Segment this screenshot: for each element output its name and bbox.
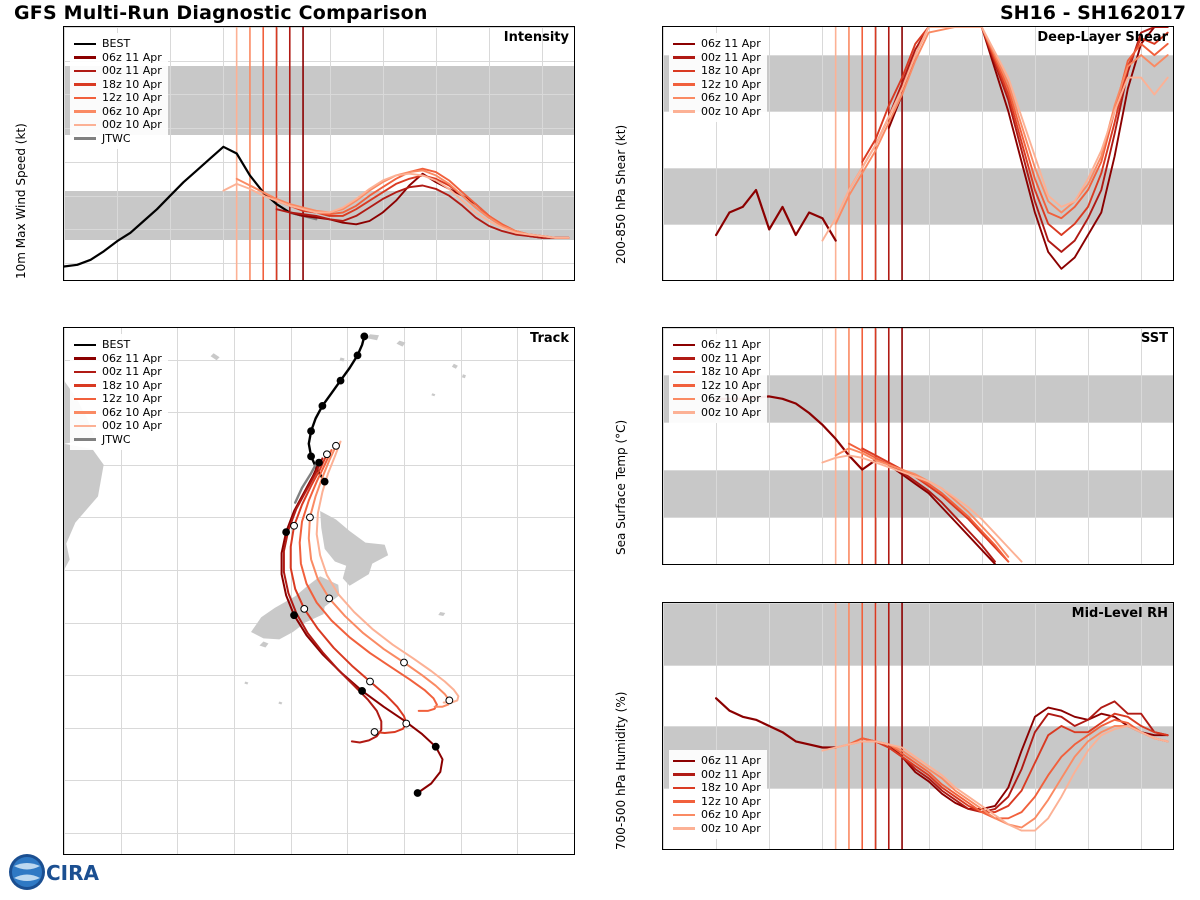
legend-swatch: [74, 56, 96, 59]
x-tickmark: [1088, 564, 1089, 565]
x-tickmark: [982, 849, 983, 850]
storm-id-title: SH16 - SH162017: [999, 2, 1186, 24]
x-tickmark: [1035, 849, 1036, 850]
legend-label: 00z 10 Apr: [701, 104, 761, 118]
legend-swatch: [74, 43, 96, 46]
legend-item: [74, 105, 162, 119]
legend-swatch: [673, 56, 695, 59]
sst-plot-area: [662, 327, 1174, 565]
legend-item: [673, 105, 761, 119]
legend-label: 06z 11 Apr: [701, 754, 761, 767]
x-tickmark: [1035, 280, 1036, 281]
sst-panel-label: SST: [1140, 331, 1168, 346]
y-tickmark: [662, 849, 663, 850]
y-gridline: [663, 564, 1173, 565]
x-tickmark: [1141, 564, 1142, 565]
svg-text:CIRA: CIRA: [46, 861, 99, 885]
map-x-tickmark: [461, 854, 462, 855]
intensity-plot-area: [63, 26, 575, 281]
legend-label: 06z 10 Apr: [701, 91, 761, 104]
legend-item: [673, 352, 761, 366]
x-tickmark: [1088, 280, 1089, 281]
legend-swatch: [673, 83, 695, 86]
x-tickmark: [223, 280, 224, 281]
x-tickmark: [663, 849, 664, 850]
legend-item: [673, 365, 761, 379]
legend-swatch: [673, 827, 695, 830]
legend-label: 00z 11 Apr: [102, 365, 162, 378]
legend-item: [673, 78, 761, 92]
legend-label: 00z 10 Apr: [102, 419, 162, 432]
legend-item: [673, 51, 761, 65]
legend-item: [673, 37, 761, 51]
x-tickmark: [929, 280, 930, 281]
intensity-panel: [0, 24, 595, 324]
y-gridline: [663, 280, 1173, 281]
legend-item: [673, 392, 761, 406]
x-tickmark: [716, 564, 717, 565]
rh-panel-label: Mid-Level RH: [1071, 606, 1168, 621]
legend: [70, 33, 168, 149]
legend-swatch: [74, 124, 96, 127]
legend-swatch: [673, 344, 695, 347]
legend-label: 18z 10 Apr: [701, 781, 761, 794]
x-tickmark: [822, 564, 823, 565]
shear-y-axis-label: 200-850 hPa Shear (kt): [614, 124, 628, 264]
legend-label: 06z 10 Apr: [102, 104, 162, 118]
legend-item: [74, 132, 162, 146]
legend-swatch: [74, 398, 96, 401]
y-gridline: [663, 849, 1173, 850]
x-tickmark: [929, 849, 930, 850]
x-tickmark: [982, 564, 983, 565]
x-tickmark: [716, 849, 717, 850]
legend-item: [673, 795, 761, 809]
y-tickmark: [662, 564, 663, 565]
legend-label: 18z 10 Apr: [102, 77, 162, 91]
x-tickmark: [769, 280, 770, 281]
x-tickmark: [383, 280, 384, 281]
legend-item: [74, 91, 162, 105]
legend-label: 06z 10 Apr: [701, 392, 761, 405]
legend-item: [673, 781, 761, 795]
x-tickmark: [330, 280, 331, 281]
legend-swatch: [673, 800, 695, 803]
legend-label: 06z 10 Apr: [701, 808, 761, 821]
x-tickmark: [542, 280, 543, 281]
legend-label: 00z 11 Apr: [102, 64, 162, 77]
legend-item: [74, 37, 162, 51]
track-legend: [70, 334, 168, 450]
legend-item: [74, 352, 162, 366]
legend-label: 00z 11 Apr: [701, 351, 761, 365]
x-tickmark: [1088, 849, 1089, 850]
legend-swatch: [673, 760, 695, 763]
legend-item: [74, 433, 162, 447]
legend-swatch: [673, 773, 695, 776]
legend-item: [74, 365, 162, 379]
legend-swatch: [74, 344, 96, 347]
legend-swatch: [74, 411, 96, 414]
legend-swatch: [74, 357, 96, 360]
legend-label: 18z 10 Apr: [701, 365, 761, 378]
legend-item: [74, 118, 162, 132]
legend-swatch: [673, 384, 695, 387]
legend-label: JTWC: [102, 432, 131, 446]
intensity-panel-label: Intensity: [503, 30, 569, 45]
legend-swatch: [673, 411, 695, 414]
legend-swatch: [673, 398, 695, 401]
legend-item: [673, 808, 761, 822]
legend-swatch: [74, 137, 96, 140]
legend-label: 00z 10 Apr: [701, 405, 761, 419]
legend-label: 12z 10 Apr: [701, 378, 761, 392]
legend-swatch: [673, 70, 695, 73]
legend-item: [673, 379, 761, 393]
legend-swatch: [673, 97, 695, 100]
x-tickmark: [876, 564, 877, 565]
x-tickmark: [876, 849, 877, 850]
sst-y-axis-label: Sea Surface Temp (°C): [614, 419, 628, 555]
x-tickmark: [929, 564, 930, 565]
legend-item: [673, 64, 761, 78]
x-tickmark: [663, 280, 664, 281]
shear-panel-label: Deep-Layer Shear: [1037, 30, 1168, 45]
map-x-gridline: [574, 328, 575, 854]
legend: [669, 334, 767, 423]
map-x-tickmark: [347, 854, 348, 855]
legend-label: 00z 11 Apr: [701, 767, 761, 781]
legend-label: 18z 10 Apr: [701, 64, 761, 77]
legend-label: 00z 10 Apr: [701, 821, 761, 835]
x-tickmark: [436, 280, 437, 281]
intensity-y-axis-label: 10m Max Wind Speed (kt): [14, 123, 28, 279]
x-tickmark: [822, 280, 823, 281]
legend-label: BEST: [102, 37, 131, 50]
legend-item: [673, 91, 761, 105]
legend-label: 06z 11 Apr: [701, 37, 761, 50]
shear-panel: [600, 24, 1200, 324]
map-x-tickmark: [291, 854, 292, 855]
track-plot-area: [63, 327, 575, 855]
legend-item: [74, 419, 162, 433]
y-tickmark: [662, 280, 663, 281]
track-panel-label: Track: [530, 331, 569, 346]
legend-label: 06z 11 Apr: [102, 351, 162, 365]
legend-item: [74, 379, 162, 393]
legend: [669, 750, 767, 839]
legend-label: BEST: [102, 338, 131, 351]
legend-swatch: [74, 425, 96, 428]
x-tickmark: [277, 280, 278, 281]
page-title: GFS Multi-Run Diagnostic Comparison: [14, 2, 428, 24]
legend-label: 12z 10 Apr: [102, 392, 162, 405]
legend-label: 12z 10 Apr: [102, 91, 162, 104]
cira-logo: [8, 850, 104, 894]
track-panel: [0, 325, 595, 885]
legend-item: [673, 768, 761, 782]
legend-swatch: [74, 384, 96, 387]
legend-swatch: [673, 110, 695, 113]
legend-swatch: [74, 97, 96, 100]
legend-swatch: [673, 371, 695, 374]
legend-label: 18z 10 Apr: [102, 378, 162, 392]
legend-label: 00z 11 Apr: [701, 50, 761, 64]
legend-label: 06z 10 Apr: [102, 405, 162, 419]
legend-item: [74, 64, 162, 78]
legend-item: [74, 51, 162, 65]
x-tickmark: [64, 280, 65, 281]
legend: [669, 33, 767, 122]
map-x-tickmark: [121, 854, 122, 855]
x-tickmark: [1141, 280, 1142, 281]
legend-item: [74, 406, 162, 420]
x-tickmark: [982, 280, 983, 281]
x-tickmark: [1035, 564, 1036, 565]
x-tickmark: [1141, 849, 1142, 850]
legend-swatch: [673, 814, 695, 817]
x-tickmark: [716, 280, 717, 281]
legend-item: [74, 338, 162, 352]
shear-plot-area: [662, 26, 1174, 281]
legend-label: 06z 11 Apr: [701, 338, 761, 351]
legend-item: [673, 822, 761, 836]
map-x-tickmark: [404, 854, 405, 855]
legend-swatch: [673, 43, 695, 46]
x-tickmark: [769, 849, 770, 850]
legend-item: [673, 754, 761, 768]
map-x-tickmark: [234, 854, 235, 855]
legend-swatch: [74, 371, 96, 374]
rh-panel: [600, 600, 1200, 890]
legend-item: [74, 78, 162, 92]
legend-label: 00z 10 Apr: [102, 118, 162, 131]
x-tickmark: [170, 280, 171, 281]
map-x-tickmark: [517, 854, 518, 855]
x-tickmark: [663, 564, 664, 565]
legend-swatch: [74, 438, 96, 441]
legend-swatch: [673, 357, 695, 360]
x-tickmark: [117, 280, 118, 281]
legend-swatch: [74, 83, 96, 86]
legend-swatch: [74, 110, 96, 113]
legend-item: [673, 406, 761, 420]
legend-swatch: [74, 70, 96, 73]
legend-label: 12z 10 Apr: [701, 77, 761, 91]
legend-item: [74, 392, 162, 406]
map-x-tickmark: [574, 854, 575, 855]
map-x-tickmark: [177, 854, 178, 855]
legend-swatch: [673, 787, 695, 790]
x-tickmark: [876, 280, 877, 281]
legend-label: 12z 10 Apr: [701, 794, 761, 808]
rh-y-axis-label: 700-500 hPa Humidity (%): [614, 691, 628, 850]
x-tickmark: [769, 564, 770, 565]
x-tickmark: [822, 849, 823, 850]
legend-label: JTWC: [102, 131, 131, 145]
legend-item: [673, 338, 761, 352]
legend-label: 06z 11 Apr: [102, 50, 162, 64]
rh-plot-area: [662, 602, 1174, 850]
x-tickmark: [489, 280, 490, 281]
sst-panel: [600, 325, 1200, 600]
